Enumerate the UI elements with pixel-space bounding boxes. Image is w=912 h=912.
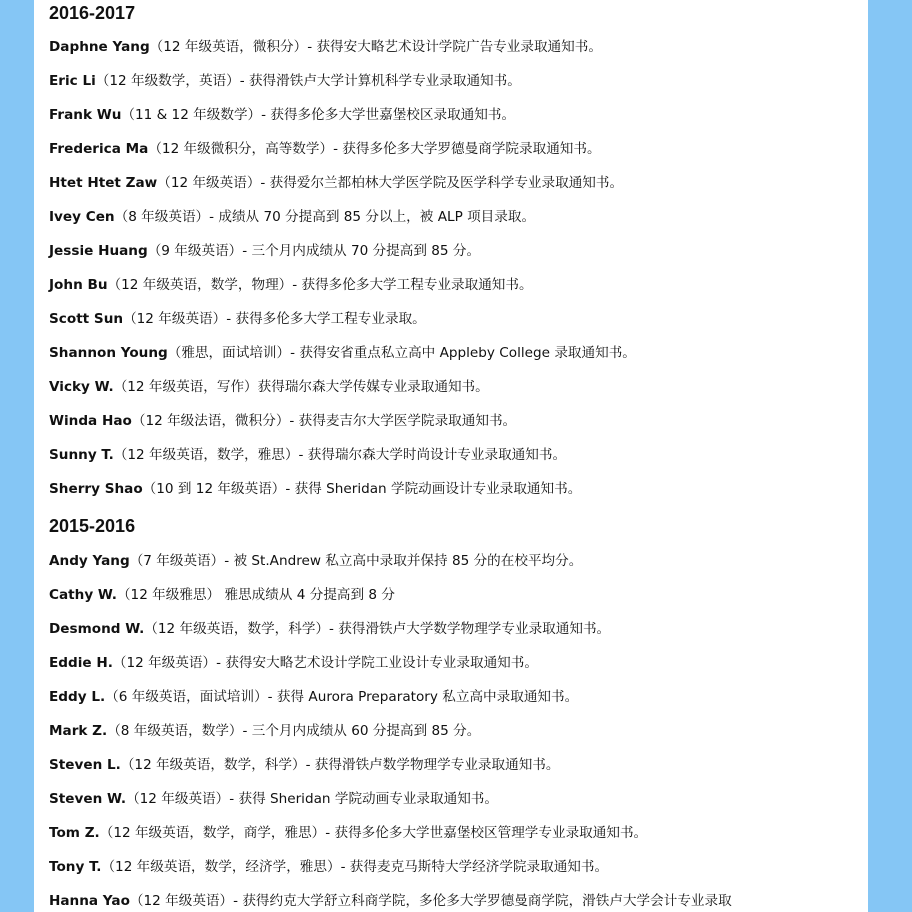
list-item: [49, 857, 608, 877]
achievement-text: （12 年级数学，英语）- 获得滑铁卢大学计算机科学专业录取通知书。: [95, 73, 521, 89]
achievement-text: （8 年级英语，数学）- 三个月内成绩从 60 分提高到 85 分。: [107, 723, 481, 739]
student-name: Ivey Cen: [49, 209, 115, 225]
document-page: [34, 0, 868, 912]
achievement-text: （8 年级英语）- 成绩从 70 分提高到 85 分以上，被 ALP 项目录取。: [114, 209, 536, 225]
list-item: [49, 377, 489, 397]
achievement-text: （12 年级英语，数学，商学，雅思）- 获得多伦多大学世嘉堡校区管理学专业录取通知书。: [99, 825, 648, 841]
student-name: Tony T.: [49, 859, 102, 875]
student-name: John Bu: [49, 277, 108, 293]
list-item: [49, 37, 602, 57]
student-name: Andy Yang: [49, 553, 130, 569]
list-item: [49, 823, 647, 843]
student-name: Scott Sun: [49, 311, 124, 327]
list-item: [49, 687, 578, 707]
section-year-heading: 2016-2017: [49, 3, 136, 23]
achievement-text: （10 到 12 年级英语）- 获得 Sheridan 学院动画设计专业录取通知书。: [142, 481, 582, 497]
list-item: [49, 207, 535, 227]
student-name: Frederica Ma: [49, 141, 149, 157]
student-name: Steven W.: [49, 791, 127, 807]
list-item: [49, 309, 426, 329]
student-name: Cathy W.: [49, 587, 117, 603]
student-name: Htet Htet Zaw: [49, 175, 158, 191]
achievement-text: （12 年级英语）- 获得安大略艺术设计学院工业设计专业录取通知书。: [112, 655, 538, 671]
student-name: Mark Z.: [49, 723, 108, 739]
list-item: [49, 71, 521, 91]
list-item: [49, 241, 480, 261]
achievement-text: （12 年级微积分，高等数学）- 获得多伦多大学罗德曼商学院录取通知书。: [148, 141, 601, 157]
student-name: Jessie Huang: [49, 243, 148, 259]
student-name: Vicky W.: [49, 379, 114, 395]
list-item: [49, 139, 601, 159]
student-name: Eddy L.: [49, 689, 106, 705]
student-name: Steven L.: [49, 757, 121, 773]
achievement-text: （6 年级英语，面试培训）- 获得 Aurora Preparatory 私立高中录取通知书。: [105, 689, 579, 705]
achievement-text: （12 年级英语，数学，经济学，雅思）- 获得麦克马斯特大学经济学院录取通知书。: [101, 859, 609, 875]
student-name: Sherry Shao: [49, 481, 143, 497]
list-item: [49, 619, 610, 639]
student-name: Eddie H.: [49, 655, 113, 671]
achievement-text: （12 年级英语，数学，物理）- 获得多伦多大学工程专业录取通知书。: [107, 277, 533, 293]
student-name: Sunny T.: [49, 447, 114, 463]
list-item: [49, 105, 515, 125]
achievement-text: （12 年级英语，写作）获得瑞尔森大学传媒专业录取通知书。: [113, 379, 489, 395]
student-name: Hanna Yao: [49, 893, 130, 909]
achievement-text: （12 年级法语，微积分）- 获得麦吉尔大学医学院录取通知书。: [131, 413, 517, 429]
achievement-text: （12 年级英语）- 获得约克大学舒立科商学院，多伦多大学罗德曼商学院，滑铁卢大学会计专业录取: [129, 893, 732, 909]
achievement-text: （12 年级英语，数学，科学）- 获得滑铁卢大学数学物理学专业录取通知书。: [144, 621, 611, 637]
list-item: [49, 551, 582, 571]
list-item: [49, 411, 516, 431]
achievement-text: （12 年级雅思） 雅思成绩从 4 分提高到 8 分: [116, 587, 395, 603]
student-name: Daphne Yang: [49, 39, 150, 55]
list-item: [49, 275, 533, 295]
list-item: [49, 479, 581, 499]
section-year-heading: 2015-2016: [49, 516, 136, 536]
list-item: [49, 721, 480, 741]
list-item: [49, 445, 566, 465]
student-name: Desmond W.: [49, 621, 145, 637]
list-item: [49, 653, 538, 673]
student-name: Frank Wu: [49, 107, 122, 123]
achievement-text: （12 年级英语）- 获得多伦多大学工程专业录取。: [123, 311, 426, 327]
achievement-text: （9 年级英语）- 三个月内成绩从 70 分提高到 85 分。: [147, 243, 481, 259]
student-name: Shannon Young: [49, 345, 168, 361]
student-name: Eric Li: [49, 73, 96, 89]
list-item: [49, 755, 559, 775]
achievement-text: （雅思，面试培训）- 获得安省重点私立高中 Appleby College 录取通知书。: [167, 345, 636, 361]
achievement-text: （12 年级英语，数学，雅思）- 获得瑞尔森大学时尚设计专业录取通知书。: [113, 447, 567, 463]
achievement-text: （7 年级英语）- 被 St.Andrew 私立高中录取并保持 85 分的在校平均分。: [129, 553, 583, 569]
achievement-text: （12 年级英语，数学，科学）- 获得滑铁卢数学物理学专业录取通知书。: [120, 757, 560, 773]
student-name: Tom Z.: [49, 825, 100, 841]
achievement-text: （11 & 12 年级数学）- 获得多伦多大学世嘉堡校区录取通知书。: [121, 107, 516, 123]
student-name: Winda Hao: [49, 413, 132, 429]
achievement-text: （12 年级英语）- 获得爱尔兰都柏林大学医学院及医学科学专业录取通知书。: [157, 175, 624, 191]
list-item: [49, 585, 395, 605]
list-item: [49, 891, 732, 911]
achievement-text: （12 年级英语）- 获得 Sheridan 学院动画专业录取通知书。: [126, 791, 498, 807]
list-item: [49, 789, 498, 809]
list-item: [49, 173, 623, 193]
list-item: [49, 343, 636, 363]
achievement-text: （12 年级英语，微积分）- 获得安大略艺术设计学院广告专业录取通知书。: [149, 39, 602, 55]
